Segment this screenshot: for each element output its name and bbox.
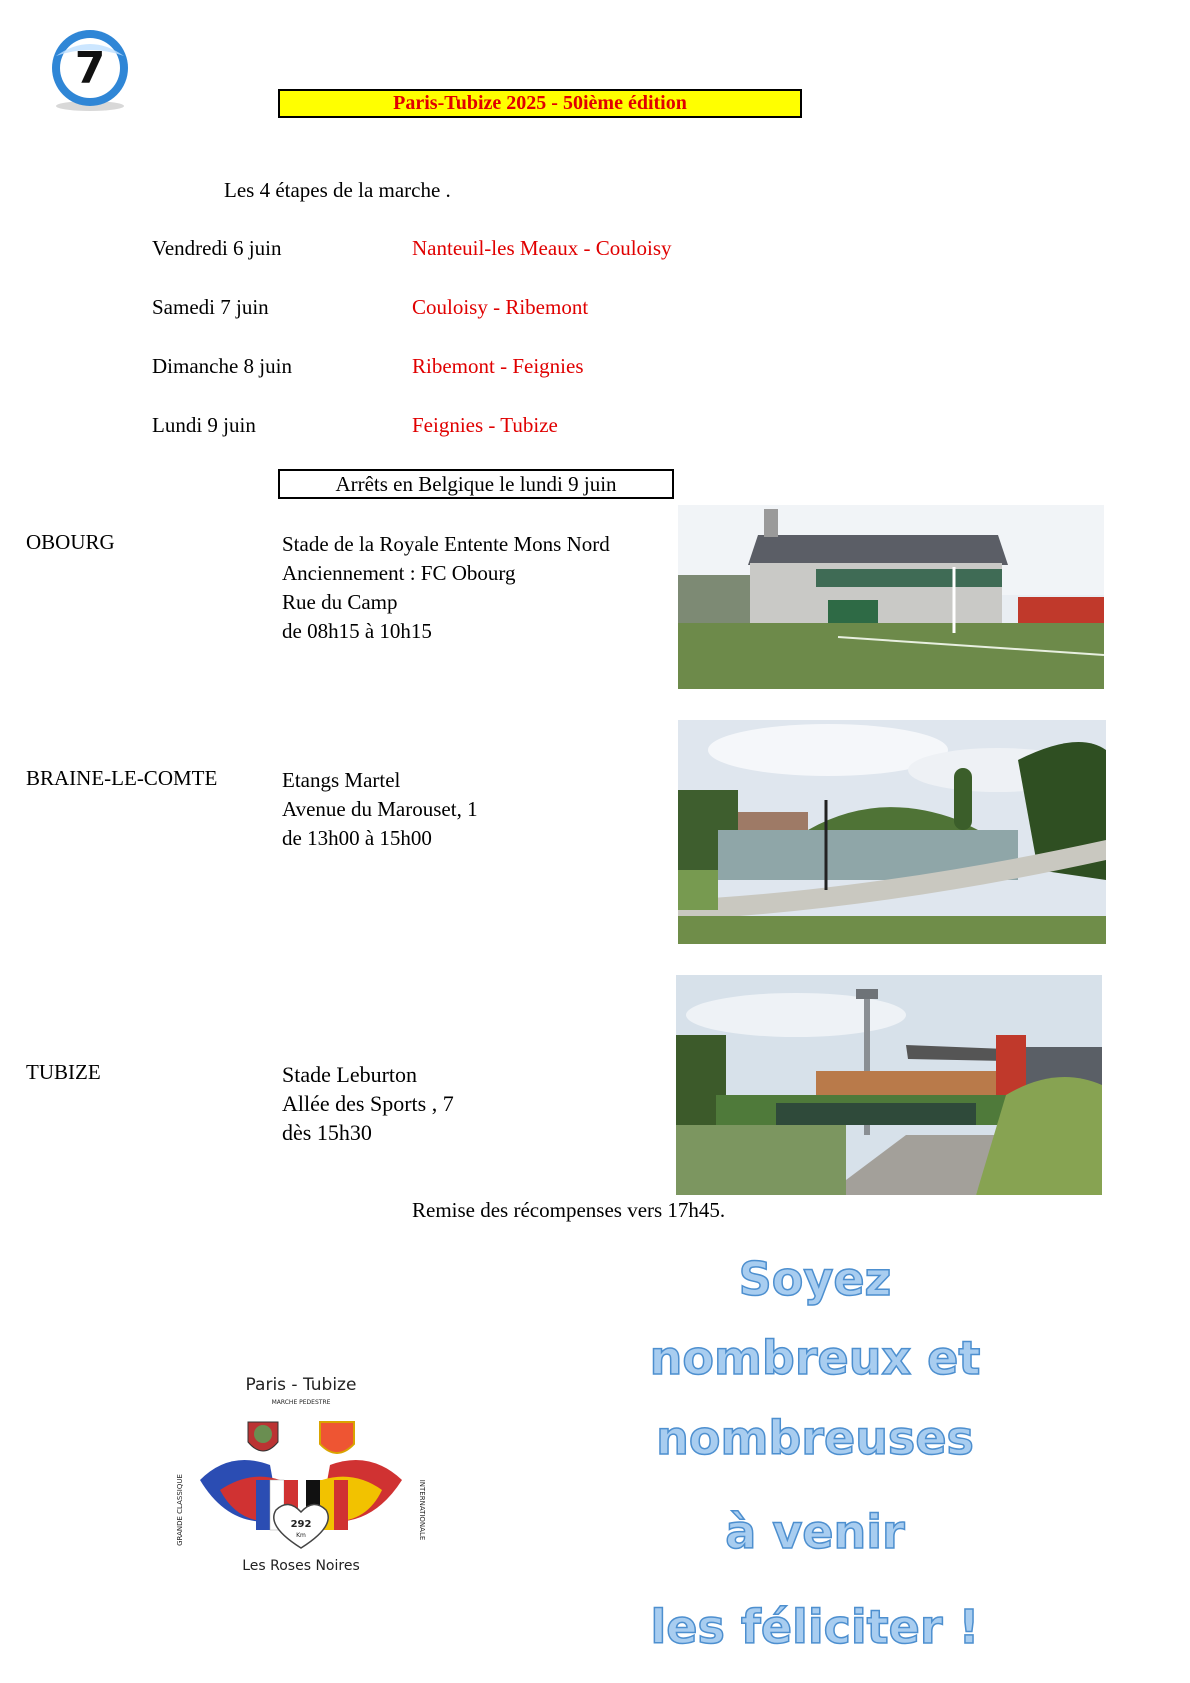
stages-intro: Les 4 étapes de la marche . xyxy=(224,178,451,202)
stops-title: Arrêts en Belgique le lundi 9 juin xyxy=(278,469,674,499)
stage-route: Ribemont - Feignies xyxy=(412,354,584,378)
braine-pond-photo xyxy=(678,720,1106,944)
stage-day: Dimanche 8 juin xyxy=(152,354,292,378)
stop-line: Anciennement : FC Obourg xyxy=(282,561,516,585)
stop-line: Avenue du Marouset, 1 xyxy=(282,797,478,821)
stop-town: BRAINE-LE-COMTE xyxy=(26,766,218,790)
stage-route: Feignies - Tubize xyxy=(412,413,558,437)
stop-details xyxy=(282,766,478,853)
stop-details xyxy=(282,530,610,646)
stop-line: Rue du Camp xyxy=(282,590,398,614)
number-badge xyxy=(42,28,138,112)
stop-line: Stade de la Royale Entente Mons Nord xyxy=(282,532,610,556)
slogan-line: Soyez xyxy=(738,1252,892,1306)
paris-tubize-logo xyxy=(170,1370,432,1580)
page-title: Paris-Tubize 2025 - 50ième édition xyxy=(278,89,802,118)
logo-left-vertical: GRANDE CLASSIQUE xyxy=(176,1474,184,1546)
tubize-stadium-photo xyxy=(676,975,1102,1195)
logo-unit: Km xyxy=(296,1532,306,1539)
stop-line: Allée des Sports , 7 xyxy=(282,1091,454,1116)
stop-town: TUBIZE xyxy=(26,1060,101,1084)
stop-line: de 13h00 à 15h00 xyxy=(282,826,432,850)
logo-subtitle: MARCHE PEDESTRE xyxy=(271,1399,331,1406)
stop-town: OBOURG xyxy=(26,530,115,554)
stage-day: Vendredi 6 juin xyxy=(152,236,282,260)
badge-number: 7 xyxy=(74,43,106,94)
slogan-line: nombreuses xyxy=(656,1411,974,1465)
slogan-line: les féliciter ! xyxy=(650,1600,980,1654)
logo-distance: 292 xyxy=(290,1519,312,1530)
slogan-line: à venir xyxy=(725,1505,905,1559)
slogan-line: nombreux et xyxy=(649,1331,981,1385)
stop-line: dès 15h30 xyxy=(282,1120,372,1145)
stop-line: de 08h15 à 10h15 xyxy=(282,619,432,643)
stage-day: Lundi 9 juin xyxy=(152,413,256,437)
logo-footer: Les Roses Noires xyxy=(242,1558,360,1574)
stop-line: Etangs Martel xyxy=(282,768,401,792)
stage-route: Nanteuil-les Meaux - Couloisy xyxy=(412,236,672,260)
obourg-stadium-photo xyxy=(678,505,1104,689)
reward-note: Remise des récompenses vers 17h45. xyxy=(412,1198,726,1222)
stop-line: Stade Leburton xyxy=(282,1062,418,1087)
logo-right-vertical: INTERNATIONALE xyxy=(418,1479,426,1541)
stage-day: Samedi 7 juin xyxy=(152,295,269,319)
logo-title: Paris - Tubize xyxy=(245,1375,357,1395)
stop-details xyxy=(282,1060,454,1147)
stage-route: Couloisy - Ribemont xyxy=(412,295,589,319)
